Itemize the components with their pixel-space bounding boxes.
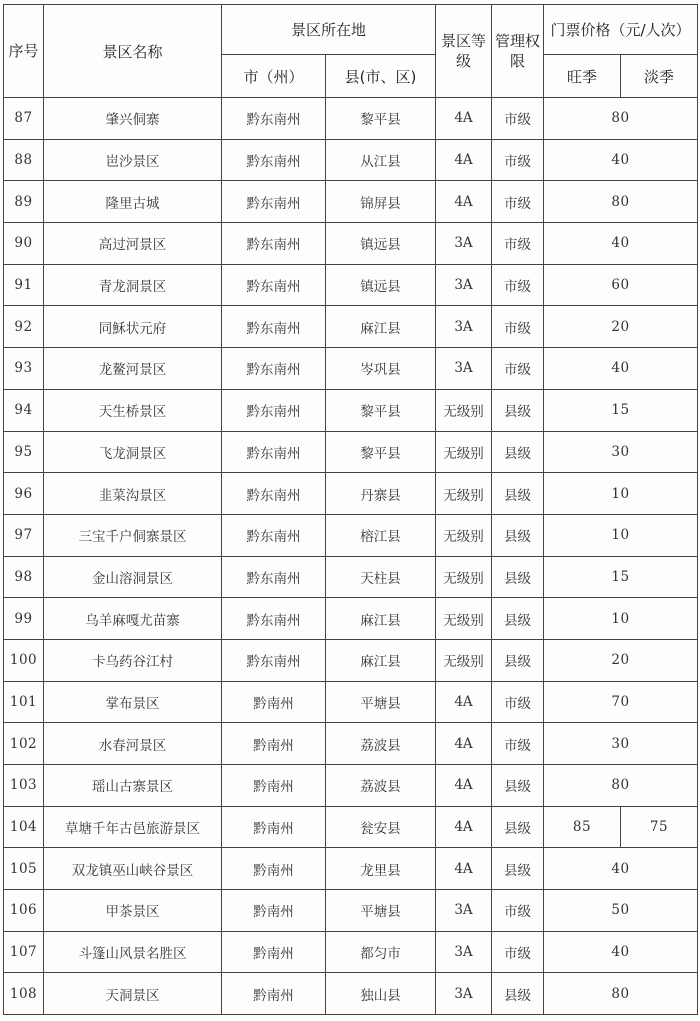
table-row [4,973,698,1015]
cell-seq: 102 [4,723,44,765]
cell-authority: 市级 [492,98,544,140]
header-authority: 管理权限 [492,5,544,98]
cell-authority: 县级 [492,973,544,1015]
table-row [4,348,698,390]
cell-seq: 89 [4,181,44,223]
cell-grade: 3A [436,890,492,932]
header-location: 景区所在地 [222,5,436,55]
cell-city: 黔东南州 [222,223,326,265]
cell-grade: 无级别 [436,639,492,681]
header-city: 市（州） [222,55,326,98]
cell-authority: 市级 [492,264,544,306]
cell-name: 龙鳌河景区 [44,348,222,390]
cell-price: 30 [544,723,698,765]
cell-price: 40 [544,848,698,890]
cell-name: 斗篷山风景名胜区 [44,931,222,973]
cell-seq: 103 [4,765,44,807]
cell-city: 黔东南州 [222,306,326,348]
table-row [4,681,698,723]
table-row [4,639,698,681]
cell-seq: 93 [4,348,44,390]
cell-county: 荔波县 [326,765,436,807]
cell-grade: 4A [436,723,492,765]
cell-price: 80 [544,973,698,1015]
cell-name: 水春河景区 [44,723,222,765]
cell-seq: 95 [4,431,44,473]
cell-price: 20 [544,639,698,681]
cell-city: 黔南州 [222,681,326,723]
cell-grade: 4A [436,139,492,181]
table-row [4,431,698,473]
cell-grade: 3A [436,306,492,348]
cell-name: 双龙镇巫山峡谷景区 [44,848,222,890]
cell-authority: 县级 [492,473,544,515]
cell-city: 黔南州 [222,723,326,765]
cell-city: 黔南州 [222,848,326,890]
cell-city: 黔东南州 [222,139,326,181]
cell-city: 黔东南州 [222,181,326,223]
cell-authority: 市级 [492,306,544,348]
cell-name: 草塘千年古邑旅游景区 [44,806,222,848]
cell-authority: 市级 [492,348,544,390]
cell-county: 黎平县 [326,389,436,431]
cell-county: 麻江县 [326,639,436,681]
table-row [4,306,698,348]
cell-grade: 无级别 [436,598,492,640]
table-row [4,848,698,890]
cell-seq: 87 [4,98,44,140]
table-row [4,98,698,140]
table-row [4,181,698,223]
cell-seq: 101 [4,681,44,723]
cell-county: 瓮安县 [326,806,436,848]
header-county: 县(市、区) [326,55,436,98]
header-peak: 旺季 [544,55,621,98]
cell-grade: 4A [436,98,492,140]
cell-authority: 市级 [492,139,544,181]
cell-price: 10 [544,473,698,515]
cell-county: 镇远县 [326,264,436,306]
cell-seq: 90 [4,223,44,265]
cell-county: 岑巩县 [326,348,436,390]
cell-grade: 3A [436,931,492,973]
cell-seq: 105 [4,848,44,890]
cell-name: 韭菜沟景区 [44,473,222,515]
cell-city: 黔东南州 [222,556,326,598]
cell-name: 天洞景区 [44,973,222,1015]
cell-price: 80 [544,181,698,223]
cell-authority: 市级 [492,723,544,765]
cell-price: 10 [544,598,698,640]
cell-seq: 98 [4,556,44,598]
cell-price: 15 [544,389,698,431]
cell-grade: 4A [436,848,492,890]
cell-grade: 无级别 [436,514,492,556]
cell-authority: 县级 [492,765,544,807]
header-name: 景区名称 [44,5,222,98]
header-price: 门票价格（元/人次） [544,5,698,55]
cell-seq: 106 [4,890,44,932]
cell-grade: 3A [436,223,492,265]
table-row [4,223,698,265]
cell-price: 10 [544,514,698,556]
cell-price: 70 [544,681,698,723]
cell-name: 青龙洞景区 [44,264,222,306]
cell-county: 榕江县 [326,514,436,556]
table-row [4,806,698,848]
cell-county: 麻江县 [326,306,436,348]
cell-city: 黔东南州 [222,98,326,140]
cell-name: 金山溶洞景区 [44,556,222,598]
cell-city: 黔东南州 [222,264,326,306]
cell-county: 荔波县 [326,723,436,765]
cell-authority: 市级 [492,890,544,932]
cell-name: 肇兴侗寨 [44,98,222,140]
cell-name: 瑶山古寨景区 [44,765,222,807]
cell-authority: 县级 [492,389,544,431]
cell-seq: 88 [4,139,44,181]
table-row [4,765,698,807]
cell-city: 黔南州 [222,931,326,973]
cell-seq: 94 [4,389,44,431]
cell-seq: 91 [4,264,44,306]
cell-county: 黎平县 [326,431,436,473]
cell-grade: 3A [436,348,492,390]
cell-price: 15 [544,556,698,598]
cell-authority: 县级 [492,639,544,681]
cell-city: 黔南州 [222,806,326,848]
cell-county: 平塘县 [326,681,436,723]
cell-grade: 3A [436,973,492,1015]
cell-county: 龙里县 [326,848,436,890]
cell-grade: 无级别 [436,556,492,598]
table-row [4,389,698,431]
cell-seq: 107 [4,931,44,973]
cell-price: 80 [544,98,698,140]
cell-name: 三宝千户侗寨景区 [44,514,222,556]
cell-county: 从江县 [326,139,436,181]
cell-seq: 104 [4,806,44,848]
cell-city: 黔东南州 [222,514,326,556]
cell-grade: 4A [436,681,492,723]
cell-seq: 99 [4,598,44,640]
header-off-peak: 淡季 [621,55,698,98]
cell-seq: 92 [4,306,44,348]
cell-county: 镇远县 [326,223,436,265]
cell-grade: 无级别 [436,431,492,473]
cell-grade: 4A [436,765,492,807]
cell-city: 黔南州 [222,765,326,807]
table-header [4,5,698,98]
cell-seq: 97 [4,514,44,556]
cell-grade: 无级别 [436,473,492,515]
cell-name: 岜沙景区 [44,139,222,181]
cell-county: 黎平县 [326,98,436,140]
cell-city: 黔南州 [222,890,326,932]
cell-city: 黔东南州 [222,473,326,515]
table-row [4,890,698,932]
cell-county: 独山县 [326,973,436,1015]
table-row [4,264,698,306]
cell-city: 黔东南州 [222,348,326,390]
cell-county: 平塘县 [326,890,436,932]
cell-authority: 县级 [492,556,544,598]
cell-grade: 4A [436,181,492,223]
header-grade: 景区等级 [436,5,492,98]
cell-authority: 市级 [492,223,544,265]
cell-seq: 100 [4,639,44,681]
cell-authority: 县级 [492,598,544,640]
cell-price-peak: 85 [544,806,621,848]
header-seq: 序号 [4,5,44,98]
cell-price: 40 [544,931,698,973]
scenic-spot-price-table [3,4,698,1015]
table-body [4,98,698,1015]
cell-city: 黔东南州 [222,431,326,473]
cell-price: 80 [544,765,698,807]
cell-city: 黔东南州 [222,598,326,640]
cell-price: 40 [544,223,698,265]
table-row [4,931,698,973]
cell-grade: 4A [436,806,492,848]
cell-name: 飞龙洞景区 [44,431,222,473]
cell-grade: 3A [436,264,492,306]
cell-authority: 县级 [492,806,544,848]
cell-price: 30 [544,431,698,473]
cell-county: 麻江县 [326,598,436,640]
table-row [4,556,698,598]
cell-authority: 县级 [492,514,544,556]
cell-county: 天柱县 [326,556,436,598]
table-row [4,598,698,640]
cell-county: 锦屏县 [326,181,436,223]
cell-authority: 市级 [492,681,544,723]
cell-price: 40 [544,139,698,181]
cell-authority: 市级 [492,931,544,973]
cell-authority: 县级 [492,848,544,890]
cell-price: 40 [544,348,698,390]
cell-name: 高过河景区 [44,223,222,265]
cell-name: 甲茶景区 [44,890,222,932]
cell-price: 50 [544,890,698,932]
cell-city: 黔东南州 [222,639,326,681]
cell-county: 都匀市 [326,931,436,973]
cell-name: 乌羊麻嘎尤苗寨 [44,598,222,640]
cell-price-off-peak: 75 [621,806,698,848]
table-row [4,514,698,556]
cell-name: 同穌状元府 [44,306,222,348]
cell-name: 天生桥景区 [44,389,222,431]
cell-seq: 96 [4,473,44,515]
cell-city: 黔东南州 [222,389,326,431]
cell-name: 掌布景区 [44,681,222,723]
cell-authority: 县级 [492,431,544,473]
table-row [4,473,698,515]
cell-name: 卡乌药谷江村 [44,639,222,681]
cell-price: 60 [544,264,698,306]
table-row [4,723,698,765]
table-row [4,139,698,181]
cell-city: 黔南州 [222,973,326,1015]
cell-price: 20 [544,306,698,348]
cell-grade: 无级别 [436,389,492,431]
cell-name: 隆里古城 [44,181,222,223]
cell-seq: 108 [4,973,44,1015]
cell-authority: 市级 [492,181,544,223]
cell-county: 丹寨县 [326,473,436,515]
